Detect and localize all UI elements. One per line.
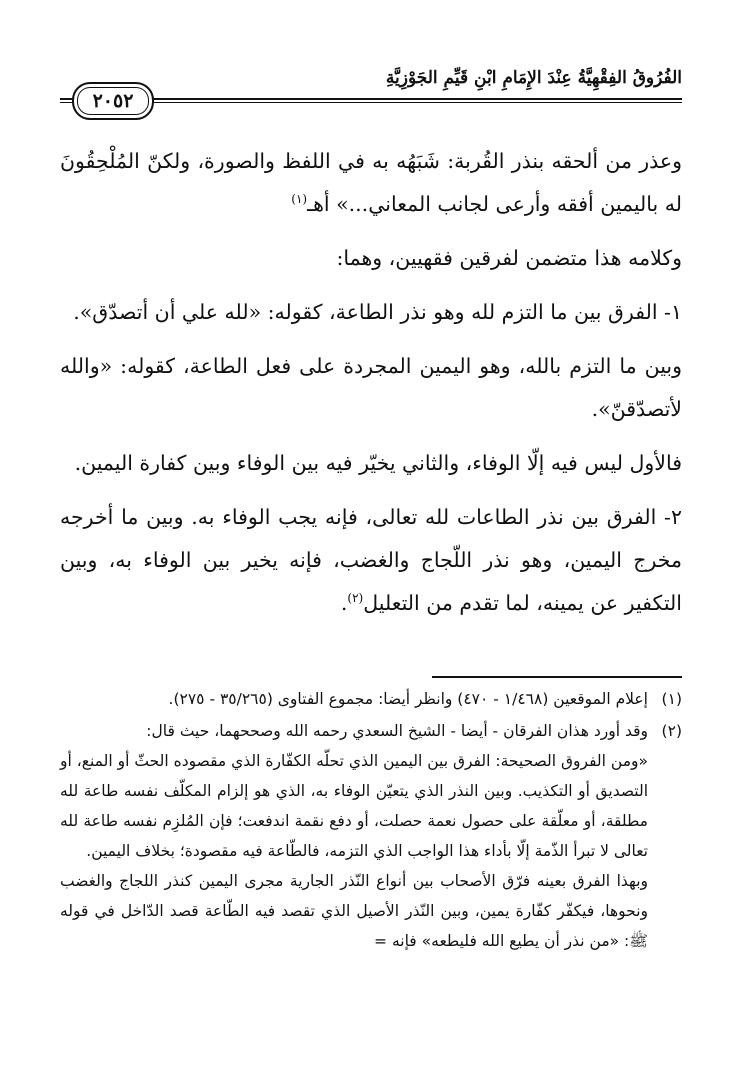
footnote — [60, 716, 682, 956]
paragraph: وبين ما التزم بالله، وهو اليمين المجردة على فعل الطاعة، كقوله: «والله لأتصدّقنّ». — [60, 354, 682, 421]
page-header — [60, 62, 682, 120]
footnote-quote: وبهذا الفرق بعينه فرّق الأصحاب بين أنواع النّذر الجارية مجرى اليمين كنذر اللجاج والغضب ونحوها، فيكفّر كفّارة يمين، وبين النّذر الأصيل الذي تقصد فيه الطّاعة قصد الدّاخل في قوله ﷺ: «من نذر أن يطيع الله فليطعه» فإنه = — [60, 872, 648, 950]
footnote-ref: (١) — [291, 192, 308, 207]
footnote-text: إعلام الموقعين (١/٤٦٨ - ٤٧٠) وانظر أيضا: مجموع الفتاوى (٣٥/٢٦٥ - ٢٧٥). — [168, 690, 648, 708]
page-number: ٢٠٥٢ — [92, 90, 134, 112]
paragraph: فالأول ليس فيه إلّا الوفاء، والثاني يخيّر فيه بين الوفاء وبين كفارة اليمين. — [74, 451, 682, 475]
paragraph-text: وعذر من ألحقه بنذر القُربة: شَبَهُه به في اللفظ والصورة، ولكنّ المُلْحِقُونَ له باليمين أفقه وأرعى لجانب المعاني...» أهـ — [60, 149, 682, 216]
main-text — [60, 140, 682, 636]
footnote-number: (١) — [661, 690, 682, 708]
footnote-number: (٢) — [661, 722, 682, 740]
footnotes — [60, 684, 682, 958]
paragraph — [60, 496, 682, 625]
paragraph — [60, 140, 682, 226]
paragraph-text: ٢- الفرق بين نذر الطاعات لله تعالى، فإنه يجب الوفاء به. وبين ما أخرجه مخرج اليمين، وهو نذر اللّجاج والغضب، فإنه يخير بين الوفاء به، وبين التكفير عن يمينه، لما تقدم من التعليل — [60, 505, 682, 615]
page-number-badge — [72, 82, 154, 120]
paragraph: ١- الفرق بين ما التزم لله وهو نذر الطاعة، كقوله: «لله علي أن أتصدّق». — [73, 300, 682, 324]
paragraph: وكلامه هذا متضمن لفرقين فقهيين، وهما: — [336, 246, 682, 270]
footnote-quote: «ومن الفروق الصحيحة: الفرق بين اليمين الذي تحلّه الكفّارة الذي مقصوده الحثّ أو المنع، أو التصديق أو التكذيب. وبين النذر الذي يتعيّن الوفاء به، الذي هو إلزام المكلّف نفسه طاعة لله مطلقة، أو معلّقة على حصول نعمة حصلت، أو دفع نقمة اندفعت؛ فإن المُلزِم نفسه طاعة لله تعالى لا تبرأ الذّمة إلّا بأداء هذا الواجب الذي التزمه، فالطّاعة فيه مقصودة؛ بخلاف اليمين. — [60, 752, 648, 860]
footnote-separator — [432, 676, 682, 678]
footnote-ref: (٢) — [347, 591, 364, 606]
paragraph-end: . — [340, 591, 348, 615]
footnote-text: وقد أورد هذان الفرقان - أيضا - الشيخ السعدي رحمه الله وصححهما، حيث قال: — [146, 722, 648, 740]
running-title: الفُرُوقُ الفِقْهِيَّةُ عِنْدَ الإِمَامِ ابْنِ قَيِّمِ الجَوْزِيَّةِ — [385, 68, 682, 88]
footnote — [60, 684, 682, 714]
